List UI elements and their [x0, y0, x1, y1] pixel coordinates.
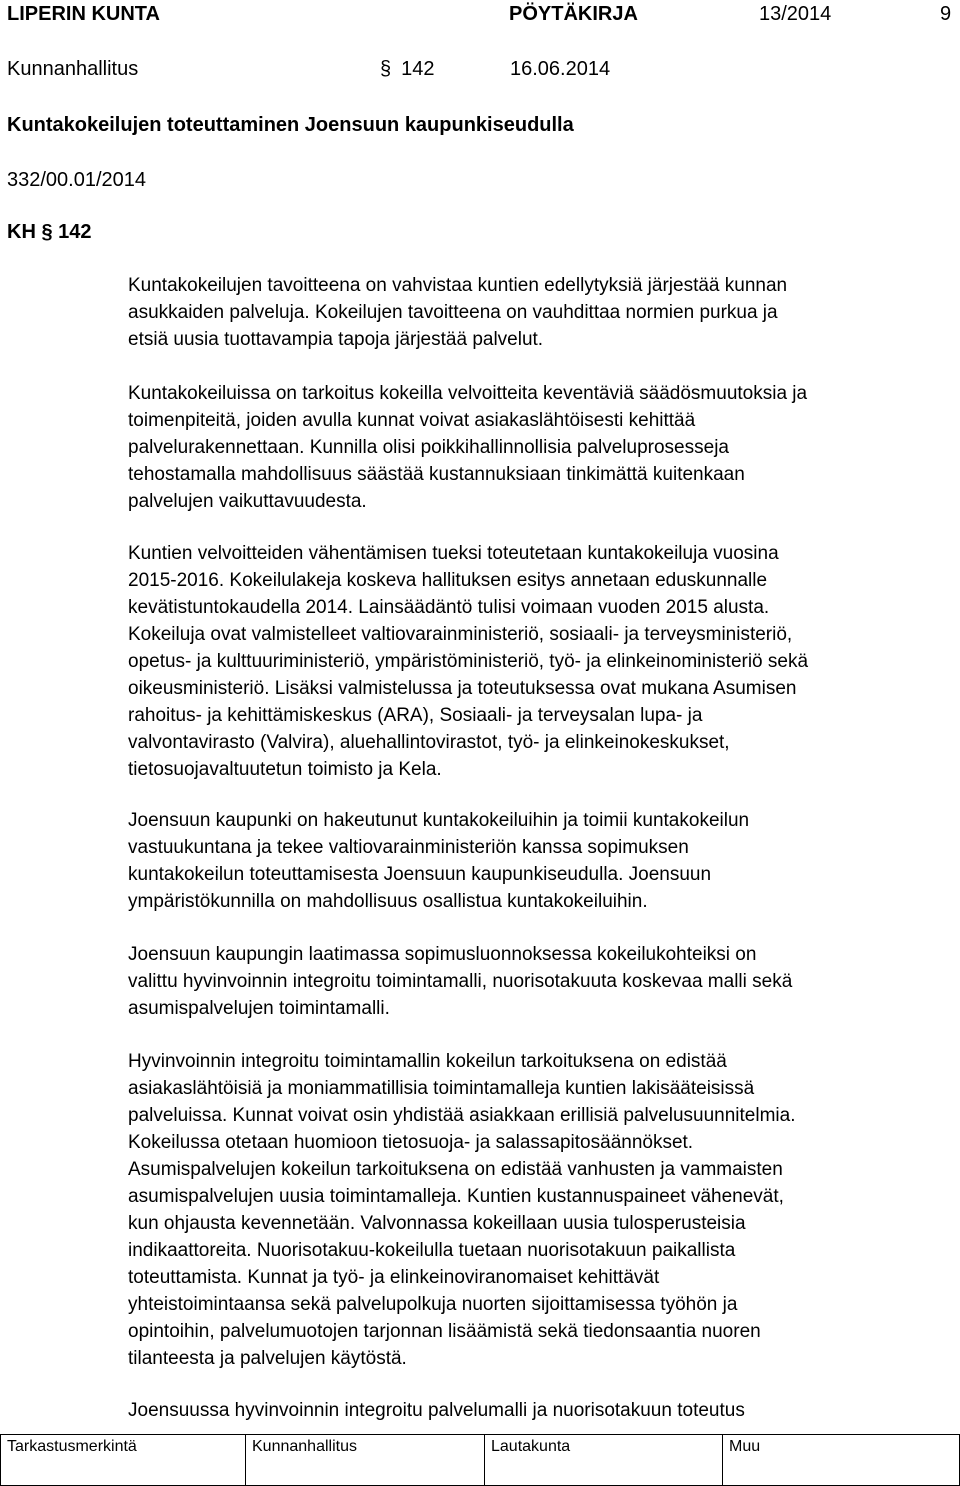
paragraph-3 — [128, 540, 960, 783]
footer-cell-other — [723, 1435, 957, 1485]
text-line: toteuttamista. Kunnat ja työ- ja elinkeinoviranomaiset kehittävät — [128, 1267, 660, 1288]
footer-label: Lautakunta — [491, 1438, 571, 1455]
paragraph-4 — [128, 807, 960, 915]
record-number: 332/00.01/2014 — [7, 169, 147, 191]
text-line: opintoihin, palvelumuotojen tarjonnan lisäämistä sekä tiedonsaantia nuoren — [128, 1321, 761, 1342]
municipality-name: LIPERIN KUNTA — [7, 3, 160, 25]
paragraph-7 — [128, 1397, 960, 1424]
text-line: tilanteesta ja palvelujen käytöstä. — [128, 1348, 407, 1369]
text-line: kun ohjausta kevennetään. Valvonnassa kokeillaan uusia tulosperusteisia — [128, 1213, 746, 1234]
footer-cell-committee — [485, 1435, 723, 1485]
text-line: Kuntakokeiluissa on tarkoitus kokeilla velvoitteita keventäviä säädösmuutoksia ja — [128, 383, 808, 404]
section-sign-icon: § — [380, 58, 392, 80]
paragraph-1 — [128, 272, 960, 353]
text-line: Joensuun kaupunki on hakeutunut kuntakokeiluihin ja toimii kuntakokeilun — [128, 810, 750, 831]
text-line: oikeusministeriö. Lisäksi valmistelussa ja toteutuksessa ovat mukana Asumisen — [128, 678, 797, 699]
text-line: tehostamalla mahdollisuus säästää kustannuksiaan tinkimättä kuitenkaan — [128, 464, 745, 485]
text-line: Joensuun kaupungin laatimassa sopimusluonnoksessa kokeilukohteiksi on — [128, 944, 757, 965]
text-line: ympäristökunnilla on mahdollisuus osallistua kuntakokeiluihin. — [128, 891, 648, 912]
text-line: Kuntien velvoitteiden vähentämisen tueksi toteutetaan kuntakokeiluja vuosina — [128, 543, 779, 564]
text-line: kevätistuntokaudella 2014. Lainsäädäntö tulisi voimaan vuoden 2015 alusta. — [128, 597, 770, 618]
text-line: opetus- ja kulttuuriministeriö, ympäristöministeriö, työ- ja elinkeinoministeriö sekä — [128, 651, 809, 672]
text-line: Kokeilussa otetaan huomioon tietosuoja- ja salassapitosäännökset. — [128, 1132, 694, 1153]
text-line: kuntakokeilun toteuttamisesta Joensuun kaupunkiseudulla. Joensuun — [128, 864, 712, 885]
text-line: tietosuojavaltuutetun toimisto ja Kela. — [128, 759, 442, 780]
text-line: vastuukuntana ja tekee valtiovarainministeriön kanssa sopimuksen — [128, 837, 689, 858]
text-line: Kokeiluja ovat valmistelleet valtiovarainministeriö, sosiaali- ja terveysministeriö, — [128, 624, 793, 645]
text-line: palveluissa. Kunnat voivat osin yhdistää asiakkaan erillisiä palvelusuunnitelmia. — [128, 1105, 796, 1126]
footer-cell-inspection-mark — [1, 1435, 246, 1485]
text-line: palvelujen vaikuttavuudesta. — [128, 491, 367, 512]
text-line: Joensuussa hyvinvoinnin integroitu palvelumalli ja nuorisotakuun toteutus — [128, 1400, 745, 1421]
meeting-body: Kunnanhallitus — [7, 58, 139, 80]
text-line: valvontavirasto (Valvira), aluehallintovirastot, työ- ja elinkeinokeskukset, — [128, 732, 730, 753]
page-number: 9 — [940, 3, 952, 25]
text-line: yhteistoimintaansa sekä palvelupolkuja nuorten sijoittamisessa työhön ja — [128, 1294, 738, 1315]
footer-label: Kunnanhallitus — [252, 1438, 357, 1455]
paragraph-5 — [128, 941, 960, 1022]
text-line: asiakaslähtöisiä ja moniammatillisia toimintamalleja kuntien lakisääteisissä — [128, 1078, 755, 1099]
text-line: indikaattoreita. Nuorisotakuu-kokeilulla tuetaan nuorisotakuun paikallista — [128, 1240, 736, 1261]
text-line: asumispalvelujen toimintamalli. — [128, 998, 390, 1019]
footer-cell-municipal-board — [246, 1435, 485, 1485]
signature-footer — [0, 1434, 960, 1486]
paragraph-2 — [128, 380, 960, 515]
document-type: PÖYTÄKIRJA — [509, 3, 638, 25]
footer-label: Tarkastusmerkintä — [7, 1438, 137, 1455]
matter-title: Kuntakokeilujen toteuttaminen Joensuun kaupunkiseudulla — [7, 114, 574, 136]
text-line: Kuntakokeilujen tavoitteena on vahvistaa kuntien edellytyksiä järjestää kunnan — [128, 275, 788, 296]
document-number: 13/2014 — [759, 3, 832, 25]
text-line: palvelurakennettaan. Kunnilla olisi poikkihallinnollisia palveluprosesseja — [128, 437, 729, 458]
text-line: 2015-2016. Kokeilulakeja koskeva hallituksen esitys annetaan eduskunnalle — [128, 570, 768, 591]
meeting-date: 16.06.2014 — [510, 58, 611, 80]
text-line: etsiä uusia tuottavampia tapoja järjestää palvelut. — [128, 329, 544, 350]
text-line: Hyvinvoinnin integroitu toimintamallin kokeilun tarkoituksena on edistää — [128, 1051, 727, 1072]
text-line: toimenpiteitä, joiden avulla kunnat voivat asiakaslähtöisesti kehittää — [128, 410, 696, 431]
text-line: Asumispalvelujen kokeilun tarkoituksena on edistää vanhusten ja vammaisten — [128, 1159, 783, 1180]
text-line: rahoitus- ja kehittämiskeskus (ARA), Sosiaali- ja terveysalan lupa- ja — [128, 705, 703, 726]
section-number-value: 142 — [401, 58, 435, 80]
text-line: asukkaiden palveluja. Kokeilujen tavoitteena on vauhdittaa normien purkua ja — [128, 302, 778, 323]
text-line: valittu hyvinvoinnin integroitu toimintamalli, nuorisotakuuta koskevaa malli sekä — [128, 971, 793, 992]
footer-label: Muu — [729, 1438, 761, 1455]
section-label: KH § 142 — [7, 221, 92, 243]
section-number — [380, 58, 435, 81]
text-line: asumispalvelujen uusia toimintamalleja. Kuntien kustannuspaineet vähenevät, — [128, 1186, 784, 1207]
paragraph-6 — [128, 1048, 960, 1372]
